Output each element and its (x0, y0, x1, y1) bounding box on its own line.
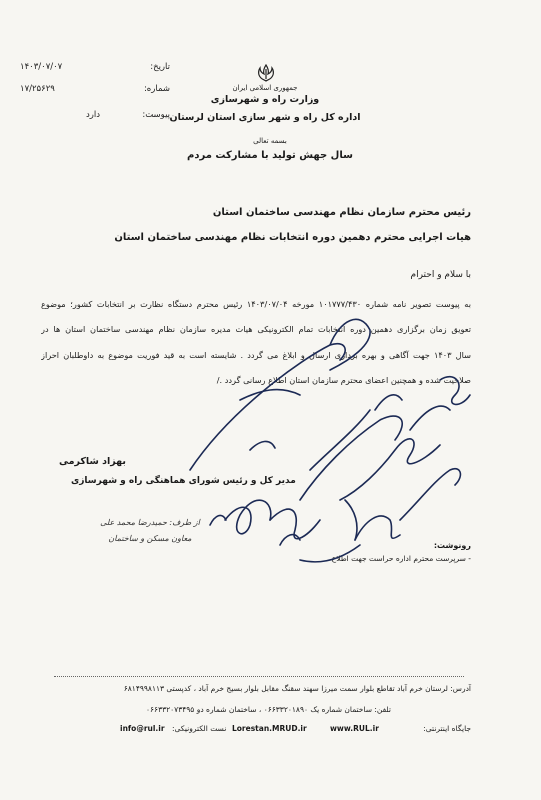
body-line-3: سال ۱۴۰۳ جهت آگاهی و بهره برداری ارسال و ابلاغ می گردد . شایسته است به قید فوریت موضوع به داوطلبان احراز (41, 350, 471, 360)
year-slogan: سال جهش تولید با مشارکت مردم (187, 150, 353, 161)
signatory-title: مدیر کل و رئیس شورای هماهنگی راه و شهرسازی (71, 476, 296, 486)
footer-address: آدرس: لرستان خرم آباد تقاطع بلوار سمت میرزا سهند سقنگ مقابل بلوار بسیج خرم آباد ، کدپستی ۶۸۱۴۹۹۸۱۱۳ (123, 684, 471, 693)
signatory-name: بهزاد شاکرمی (58, 456, 126, 467)
footer-website-link[interactable]: www.RUL.ir (330, 724, 379, 733)
meta-number-value: ۱۷/۲۵۶۲۹ (20, 84, 55, 94)
footer-email-link[interactable]: info@rul.ir (120, 724, 165, 733)
footer-email-label: نست الکترونیکی: (172, 724, 227, 733)
meta-number-label: شماره: (143, 84, 170, 94)
footer-phone: تلفن: ساختمان شماره یک ۰۶۶۳۳۲۰۱۸۹۰ ، ساختمان شماره دو ۰۶۶۳۳۲۰۷۳۴۹۵ (145, 705, 391, 714)
iran-emblem-icon (255, 63, 277, 83)
meta-date-label: تاریخ: (150, 62, 170, 72)
footer-website-label: جایگاه اینترنتی: (423, 724, 471, 733)
recipient-line-2: هیات اجرایی محترم دهمین دوره انتخابات نظام مهندسی ساختمان استان (114, 232, 471, 243)
meta-attachment-label: پیوست: (142, 110, 170, 120)
meta-attachment-value: دارد (85, 110, 100, 120)
bismillah: بسمه تعالی (253, 137, 287, 145)
meta-date (20, 62, 170, 76)
meta-number (20, 84, 170, 98)
deputy-seal-line-2: معاون مسکن و ساختمان (108, 534, 192, 543)
greeting: با سلام و احترام (410, 270, 471, 280)
recipient-line-1: رئیس محترم سازمان نظام مهندسی ساختمان استان (212, 207, 471, 218)
cc-item: - سرپرست محترم اداره حراست جهت اطلاع (331, 554, 471, 563)
header-office: اداره کل راه و شهر سازی استان لرستان (169, 112, 361, 123)
footer-portal-link[interactable]: Lorestan.MRUD.ir (232, 724, 307, 733)
footer-divider (54, 676, 464, 677)
header-ministry: وزارت راه و شهرسازی (210, 94, 320, 105)
deputy-seal-line-1: از طرف: حمیدرضا محمد علی (100, 518, 200, 527)
body-line-1: به پیوست تصویر نامه شماره ۱۰۱۷۷۷/۴۳۰ مورخه ۱۴۰۳/۰۷/۰۴ رئیس محترم دستگاه نظارت بر انتخابات کشور؛ موضوع (41, 299, 471, 309)
meta-date-value: ۱۴۰۳/۰۷/۰۷ (20, 62, 63, 72)
meta-attachment (20, 110, 170, 124)
body-line-2: تعویق زمان برگزاری دهمین دوره انتخابات تمام الکترونیکی هیات مدیره سازمان نظام مهندسی ساختمان استان ها در (41, 324, 471, 334)
body-line-4: صلاحیت شده و همچنین اعضای محترم سازمان استان اطلاع رسانی گردد ./ (216, 375, 471, 385)
header-republic: جمهوری اسلامی ایران (232, 84, 298, 92)
cc-label: رونوشت: (433, 541, 471, 550)
